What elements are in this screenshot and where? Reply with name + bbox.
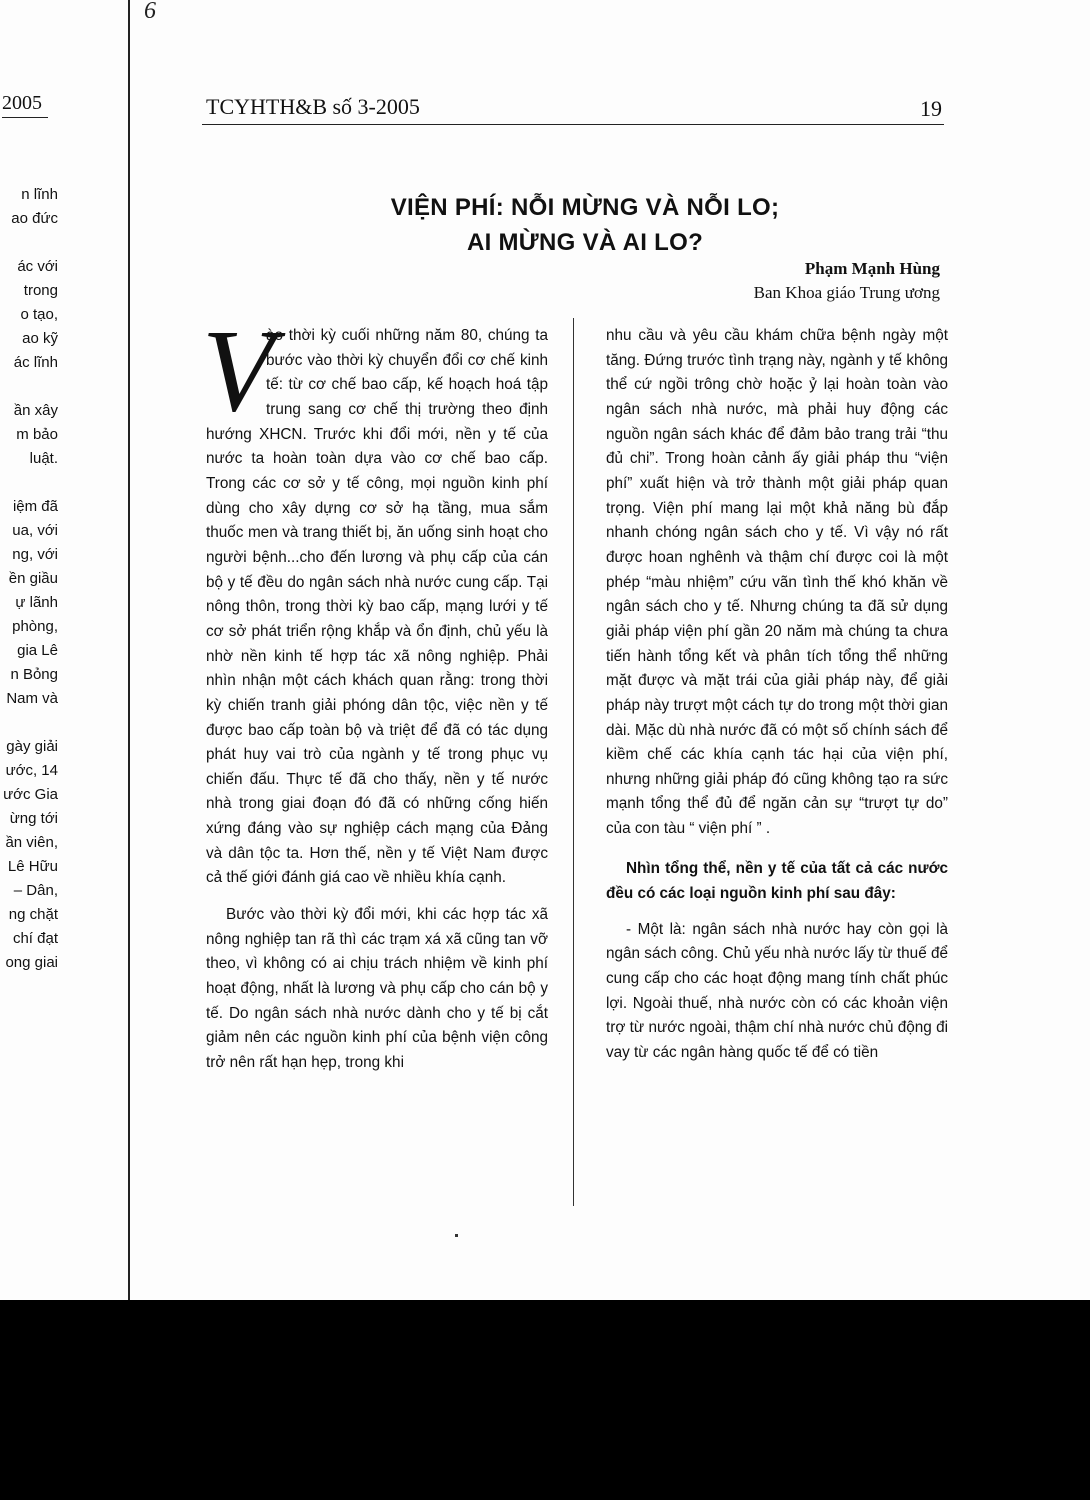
adjacent-page-line: chí đạt — [12, 930, 58, 947]
adjacent-page-line: ước, 14 — [5, 762, 58, 779]
adjacent-page-line: phòng, — [12, 618, 58, 635]
adjacent-page-line: n Bỏng — [10, 666, 58, 683]
adjacent-page-line: n lĩnh — [21, 186, 58, 203]
adjacent-page-line: ự lãnh — [15, 594, 58, 611]
adjacent-page-line: gày giải — [6, 738, 58, 755]
article-title — [310, 190, 860, 260]
paragraph-intro-text: ào thời kỳ cuối những năm 80, chúng ta bước vào thời kỳ chuyển đổi cơ chế kinh tế: từ cơ chế bao cấp, kế hoạch hoá tập trung sang cơ chế thị trường theo định hướng XHCN. Trước khi đổi mới, nền y tế của nước ta hoàn toàn dựa vào cơ chế bao cấp. Trong các cơ sở y tế công, mọi nguồn kinh phí dùng cho xây dựng cơ sở hạ tầng, mua sắm thuốc men và trang thiết bị, ăn uống sinh hoạt cho người bệnh...cho đến lương và phụ cấp của cán bộ y tế đều do ngân sách nhà nước cung cấp. Tại nông thôn, trong thời kỳ bao cấp, mạng lưới y tế cơ sở phát triển rộng khắp và ổn định, chủ yếu là nhờ nền kinh tế hợp tác xã nông nghiệp. Phải nhìn nhận một cách khách quan rằng: trong thời kỳ chiến tranh giải phóng dân tộc, việc nền y tế được bao cấp toàn bộ và triệt để đã có tác dụng phát huy vai trò của ngành y tế trong phục vụ chiến đấu. Thực tế đã cho thấy, nền y tế nước nhà trong giai đoạn đó đã có những cống hiến xứng đáng vào sự nghiệp cách mạng của Đảng và dân tộc ta. Hơn thế, nền y tế Việt Nam được cả thế giới đánh giá cao về nhiều khía cạnh. — [206, 327, 548, 887]
author-name: Phạm Mạnh Hùng — [804, 259, 940, 278]
adjacent-page-line: ước Gia — [3, 786, 58, 803]
adjacent-page-line: ng, với — [12, 546, 58, 563]
adjacent-page-line: ần xây — [13, 402, 58, 419]
paragraph-continued: nhu cầu và yêu cầu khám chữa bệnh ngày một tăng. Đứng trước tình trạng này, ngành y tế không thể cứ ngồi trông chờ hoặc ỷ lại hoàn toàn vào ngân sách nhà nước, mà phải huy động các nguồn ngân sách khác để đảm bảo trang trải “thu đủ chi”. Trong hoàn cảnh ấy giải pháp thu “viện phí” xuất hiện và trở thành một giải pháp quan trọng. Viện phí mang lại một khả năng bù đắp nhanh chóng ngân sách cho y tế. Vì vậy nó rất được hoan nghênh và thậm chí được coi là một phép “màu nhiệm” cứu vãn tình thế khó khăn về ngân sách cho y tế. Nhưng chúng ta đã sử dụng giải pháp viện phí gần 20 năm mà chúng ta chưa tiến hành tổng kết và phân tích tổng thể những mặt được và mặt trái của giải pháp này, để giải pháp này trượt một cách tự do trong một thời gian dài. Mặc dù nhà nước đã có một số chính sách để kiềm chế các khía cạnh tác hại của viện phí, nhưng những giải pháp đó cũng không tạo ra sức mạnh tổng thể đủ để ngăn cản sự “trượt tự do” của con tàu “ viện phí ” . — [606, 327, 948, 838]
adjacent-page-line: gia Lê — [17, 642, 58, 659]
adjacent-page-line: ao kỹ — [22, 330, 58, 347]
handwritten-margin-mark: 6 — [144, 0, 156, 24]
adjacent-page-line: ong giai — [5, 954, 58, 971]
adjacent-page-line: trong — [23, 282, 58, 299]
paragraph-doi-moi: Bước vào thời kỳ đổi mới, khi các hợp tác xã nông nghiệp tan rã thì các trạm xá xã cũng tan vỡ theo, vì không có ai chịu trách nhiệm về kinh phí hoạt động, nhất là lương và phụ cấp cho cán bộ y tế. Do ngân sách nhà nước dành cho y tế bị cắt giảm nên các nguồn kinh phí của bệnh viện công trở nên rất hạn hẹp, trong khi — [206, 906, 548, 1072]
adjacent-page-line: Lê Hữu — [7, 858, 58, 875]
adjacent-page-line: luật. — [29, 450, 58, 467]
adjacent-page-line: ao đức — [11, 210, 58, 227]
author-affiliation: Ban Khoa giáo Trung ương — [753, 283, 940, 302]
adjacent-page-line: o tạo, — [20, 306, 58, 323]
adjacent-page-header: 2005 — [2, 92, 48, 118]
title-line-2: AI MỪNG VÀ AI LO? — [466, 229, 704, 256]
adjacent-page-line: iệm đã — [12, 498, 58, 515]
adjacent-page-line: ền giầu — [8, 570, 58, 587]
journal-page — [128, 0, 1090, 1300]
scan-speck — [455, 1234, 458, 1237]
adjacent-page-line: ác với — [17, 258, 58, 275]
adjacent-page-line: ng chặt — [8, 906, 58, 923]
drop-cap: V — [202, 305, 275, 436]
adjacent-page-line: ác lĩnh — [13, 354, 58, 371]
title-line-1: VIỆN PHÍ: NỖI MỪNG VÀ NỖI LO; — [390, 194, 780, 221]
author-block — [754, 257, 940, 305]
left-column — [202, 305, 548, 1076]
paragraph-intro — [202, 305, 548, 891]
adjacent-page-strip — [0, 0, 128, 1300]
adjacent-page-line: m bảo — [16, 426, 58, 443]
column-divider — [573, 318, 574, 1206]
right-column — [606, 324, 948, 1066]
adjacent-page-line: ua, với — [12, 522, 58, 539]
section-subheading: Nhìn tổng thể, nền y tế của tất cả các nước đều có các loại nguồn kinh phí sau đây: — [606, 859, 948, 902]
adjacent-page-line: Nam và — [6, 690, 58, 707]
page-number: 19 — [920, 96, 942, 121]
running-header — [202, 94, 944, 125]
adjacent-page-line: ần viên, — [5, 834, 58, 851]
journal-title: TCYHTH&B số 3-2005 — [206, 94, 420, 119]
adjacent-page-line: ừng tới — [9, 810, 58, 827]
adjacent-page-line: – Dân, — [13, 882, 58, 899]
paragraph-funding-sources: - Một là: ngân sách nhà nước hay còn gọi là ngân sách công. Chủ yếu nhà nước lấy từ thuế để cung cấp cho các hoạt động mang tính chất phúc lợi. Ngoài thuế, nhà nước còn có các khoản viện trợ từ nước ngoài, thậm chí nhà nước chủ động đi vay từ các ngân hàng quốc tế để có tiền — [606, 920, 948, 1062]
